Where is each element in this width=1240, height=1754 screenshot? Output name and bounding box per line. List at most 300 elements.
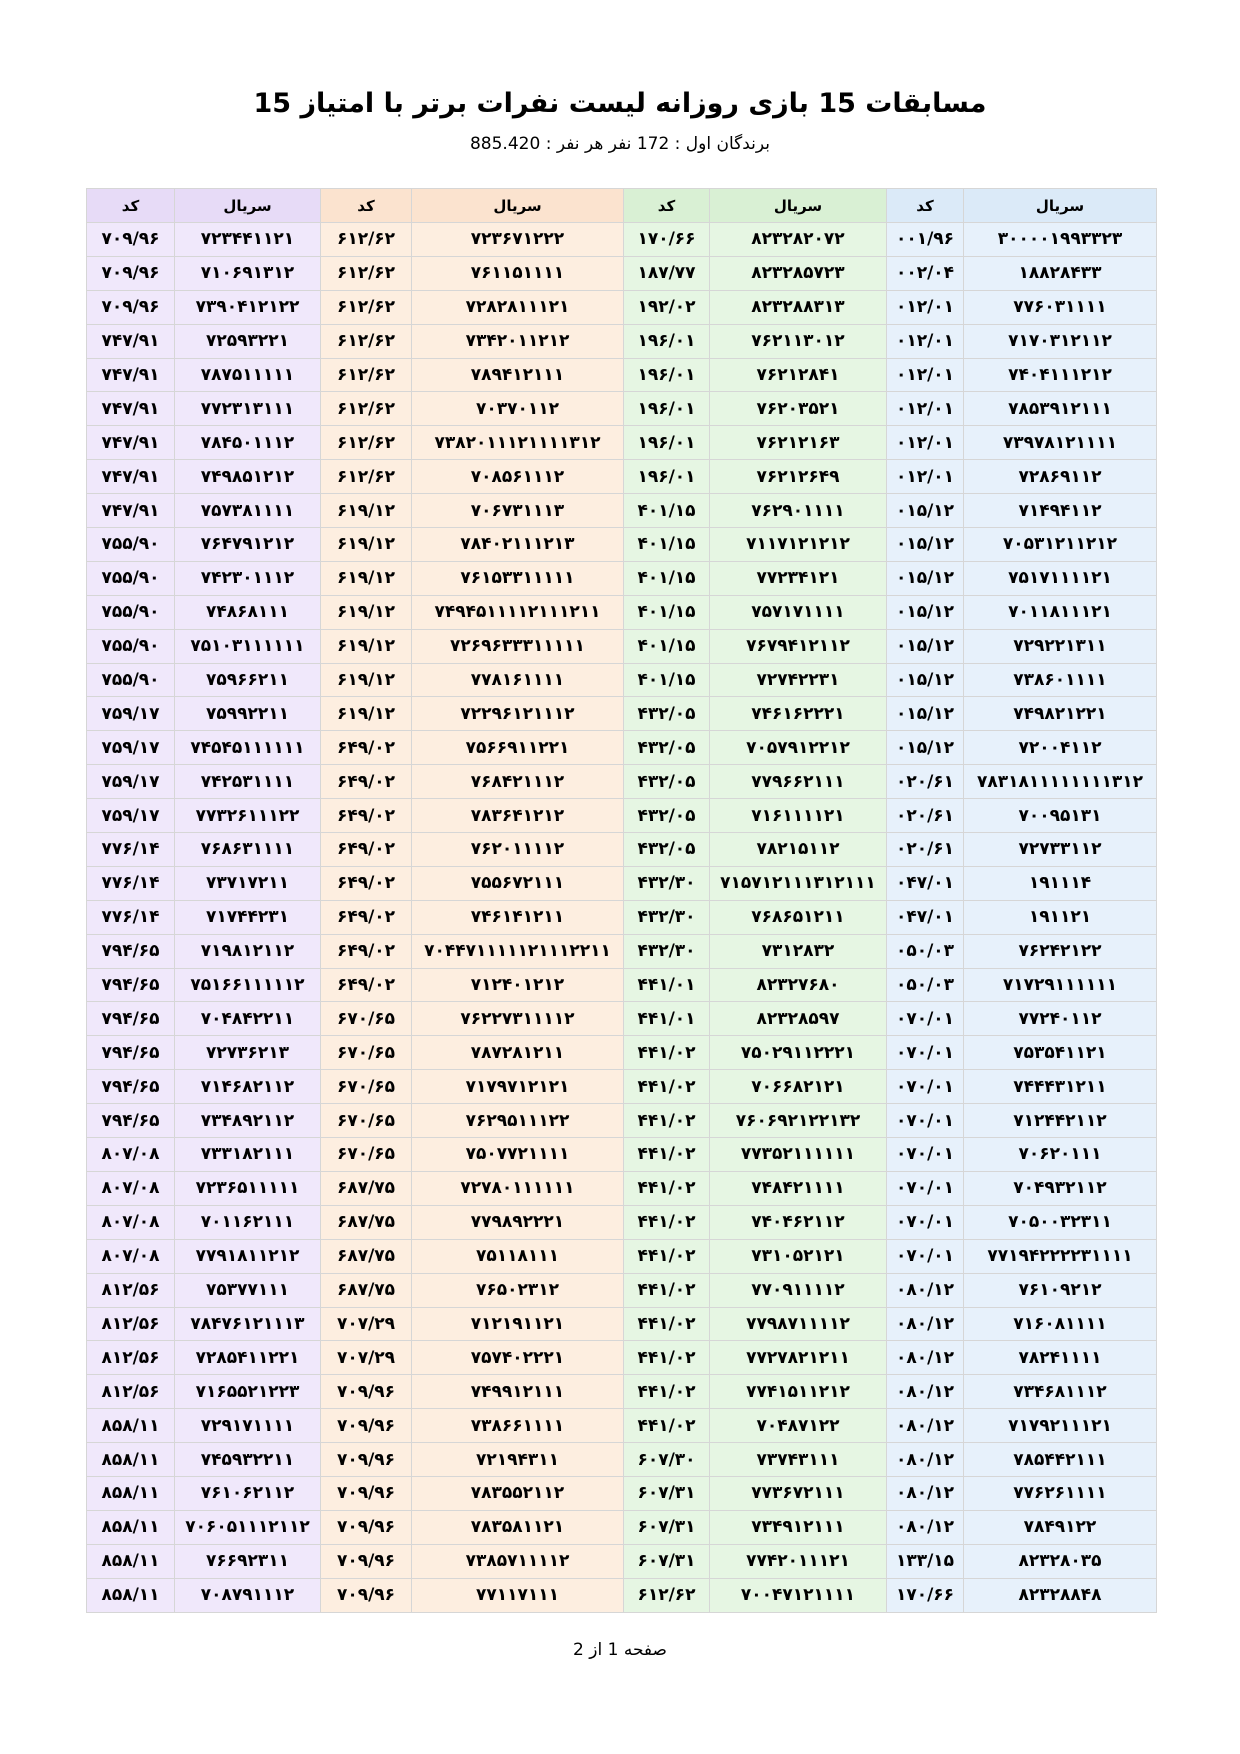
serial-cell: ۷۶۲۰۳۵۲۱	[710, 392, 887, 426]
code-cell: ۶۱۲/۶۲	[321, 392, 412, 426]
table-row	[87, 1104, 1157, 1138]
serial-cell: ۷۸۳۱۸۱۱۱۱۱۱۱۱۳۱۲	[964, 765, 1157, 799]
serial-cell: ۱۹۱۱۱۴	[964, 866, 1157, 900]
table-row	[87, 968, 1157, 1002]
table-row	[87, 731, 1157, 765]
code-cell: ۴۳۲/۳۰	[624, 866, 710, 900]
code-cell: ۰۴۷/۰۱	[887, 866, 964, 900]
serial-cell: ۷۶۰۶۹۲۱۲۲۱۳۲	[710, 1104, 887, 1138]
table-row	[87, 1239, 1157, 1273]
code-cell: ۰۱۲/۰۱	[887, 324, 964, 358]
table-row	[87, 290, 1157, 324]
serial-cell: ۷۲۹۱۷۱۱۱۱	[175, 1409, 321, 1443]
code-cell: ۷۰۹/۹۶	[321, 1443, 412, 1477]
code-cell: ۷۷۶/۱۴	[87, 833, 175, 867]
code-cell: ۷۴۷/۹۱	[87, 358, 175, 392]
page-title: مسابقات 15 بازی روزانه لیست نفرات برتر با امتیاز 15	[253, 88, 987, 119]
code-cell: ۷۹۴/۶۵	[87, 934, 175, 968]
serial-cell: ۷۱۷۹۲۱۱۱۲۱	[964, 1409, 1157, 1443]
serial-cell: ۷۳۴۸۹۲۱۱۲	[175, 1104, 321, 1138]
serial-cell: ۷۸۳۵۸۱۱۲۱	[412, 1510, 624, 1544]
code-cell: ۸۱۲/۵۶	[87, 1375, 175, 1409]
serial-cell: ۷۱۶۵۵۲۱۲۲۳	[175, 1375, 321, 1409]
code-cell: ۰۵۰/۰۳	[887, 968, 964, 1002]
code-cell: ۶۱۹/۱۲	[321, 528, 412, 562]
code-cell: ۸۵۸/۱۱	[87, 1578, 175, 1612]
code-cell: ۱۹۶/۰۱	[624, 324, 710, 358]
serial-cell: ۷۶۲۱۲۸۴۱	[710, 358, 887, 392]
table-row	[87, 392, 1157, 426]
serial-cell: ۷۱۴۶۸۲۱۱۲	[175, 1070, 321, 1104]
serial-cell: ۷۲۳۴۴۱۱۲۱	[175, 223, 321, 257]
code-cell: ۷۰۹/۹۶	[321, 1578, 412, 1612]
serial-cell: ۷۵۳۵۴۱۱۲۱	[964, 1036, 1157, 1070]
serial-cell: ۷۲۶۹۶۳۳۳۱۱۱۱۱	[412, 629, 624, 663]
code-cell: ۶۴۹/۰۲	[321, 731, 412, 765]
code-cell: ۶۷۰/۶۵	[321, 1138, 412, 1172]
serial-cell: ۷۶۲۱۱۳۰۱۲	[710, 324, 887, 358]
code-cell: ۴۳۲/۰۵	[624, 765, 710, 799]
serial-cell: ۷۴۲۳۰۱۱۱۲	[175, 561, 321, 595]
code-cell: ۷۹۴/۶۵	[87, 968, 175, 1002]
code-cell: ۴۴۱/۰۲	[624, 1409, 710, 1443]
serial-cell: ۷۸۲۴۱۱۱۱	[964, 1341, 1157, 1375]
code-cell: ۴۰۱/۱۵	[624, 561, 710, 595]
code-cell: ۶۸۷/۷۵	[321, 1171, 412, 1205]
serial-cell: ۷۳۹۰۴۱۲۱۲۲	[175, 290, 321, 324]
code-cell: ۰۱۵/۱۲	[887, 561, 964, 595]
winners-summary: برندگان اول : 172 نفر هر نفر : 885.420	[469, 134, 771, 154]
code-cell: ۱۹۶/۰۱	[624, 392, 710, 426]
table-header-row	[87, 189, 1157, 223]
serial-cell: ۷۵۱۱۸۱۱۱	[412, 1239, 624, 1273]
table-row	[87, 460, 1157, 494]
serial-cell: ۷۰۶۶۸۲۱۲۱	[710, 1070, 887, 1104]
serial-cell: ۷۸۳۶۴۱۲۱۲	[412, 799, 624, 833]
code-cell: ۴۴۱/۰۲	[624, 1375, 710, 1409]
code-cell: ۰۸۰/۱۲	[887, 1409, 964, 1443]
table-row	[87, 324, 1157, 358]
serial-cell: ۷۱۱۷۱۲۱۲۱۲	[710, 528, 887, 562]
table-row	[87, 765, 1157, 799]
code-cell: ۶۴۹/۰۲	[321, 900, 412, 934]
table-row	[87, 1409, 1157, 1443]
code-cell: ۶۴۹/۰۲	[321, 799, 412, 833]
column-header-serial: سریال	[710, 189, 887, 223]
serial-cell: ۷۸۳۵۵۲۱۱۲	[412, 1476, 624, 1510]
code-cell: ۷۵۹/۱۷	[87, 765, 175, 799]
serial-cell: ۷۵۷۴۰۲۲۲۱	[412, 1341, 624, 1375]
code-cell: ۴۳۲/۰۵	[624, 697, 710, 731]
code-cell: ۷۷۶/۱۴	[87, 866, 175, 900]
serial-cell: ۷۸۴۰۲۱۱۱۲۱۳	[412, 528, 624, 562]
serial-cell: ۷۶۲۱۲۱۶۳	[710, 426, 887, 460]
serial-cell: ۷۲۸۲۸۱۱۱۲۱	[412, 290, 624, 324]
code-cell: ۸۱۲/۵۶	[87, 1307, 175, 1341]
serial-cell: ۷۶۸۴۲۱۱۱۲	[412, 765, 624, 799]
code-cell: ۰۷۰/۰۱	[887, 1239, 964, 1273]
code-cell: ۰۲۰/۶۱	[887, 765, 964, 799]
code-cell: ۰۷۰/۰۱	[887, 1070, 964, 1104]
serial-cell: ۷۳۷۴۳۱۱۱	[710, 1443, 887, 1477]
code-cell: ۴۴۱/۰۲	[624, 1341, 710, 1375]
code-cell: ۱۹۲/۰۲	[624, 290, 710, 324]
table-row	[87, 1307, 1157, 1341]
serial-cell: ۷۴۹۹۱۲۱۱۱	[412, 1375, 624, 1409]
serial-cell: ۷۵۷۱۷۱۱۱۱	[710, 595, 887, 629]
serial-cell: ۷۳۸۶۰۱۱۱۱	[964, 663, 1157, 697]
serial-cell: ۷۳۳۱۸۲۱۱۱	[175, 1138, 321, 1172]
serial-cell: ۷۷۶۲۶۱۱۱۱	[964, 1476, 1157, 1510]
serial-cell: ۷۷۳۶۷۲۱۱۱	[710, 1476, 887, 1510]
serial-cell: ۷۱۹۸۱۲۱۱۲	[175, 934, 321, 968]
code-cell: ۸۵۸/۱۱	[87, 1409, 175, 1443]
serial-cell: ۷۶۵۰۲۳۱۲	[412, 1273, 624, 1307]
serial-cell: ۷۷۱۹۴۲۲۲۲۳۱۱۱۱	[964, 1239, 1157, 1273]
table-row	[87, 900, 1157, 934]
code-cell: ۴۴۱/۰۱	[624, 968, 710, 1002]
serial-cell: ۷۰۵۰۰۳۲۳۱۱	[964, 1205, 1157, 1239]
serial-cell: ۷۴۸۴۲۱۱۱۱	[710, 1171, 887, 1205]
serial-cell: ۷۰۶۰۵۱۱۱۲۱۱۲	[175, 1510, 321, 1544]
serial-cell: ۷۸۴۵۰۱۱۱۲	[175, 426, 321, 460]
column-header-code: کد	[887, 189, 964, 223]
serial-cell: ۷۶۲۹۰۱۱۱۱	[710, 494, 887, 528]
serial-cell: ۷۰۰۴۷۱۲۱۱۱۱	[710, 1578, 887, 1612]
table-row	[87, 1138, 1157, 1172]
code-cell: ۰۲۰/۶۱	[887, 833, 964, 867]
serial-cell: ۷۲۷۳۶۲۱۳	[175, 1036, 321, 1070]
code-cell: ۶۱۲/۶۲	[321, 358, 412, 392]
column-header-serial: سریال	[175, 189, 321, 223]
serial-cell: ۷۱۰۶۹۱۳۱۲	[175, 256, 321, 290]
serial-cell: ۷۶۱۵۳۳۱۱۱۱۱	[412, 561, 624, 595]
serial-cell: ۷۰۳۷۰۱۱۲	[412, 392, 624, 426]
serial-cell: ۷۷۳۵۲۱۱۱۱۱۱	[710, 1138, 887, 1172]
code-cell: ۶۴۹/۰۲	[321, 866, 412, 900]
code-cell: ۴۴۱/۰۲	[624, 1070, 710, 1104]
code-cell: ۶۱۲/۶۲	[321, 426, 412, 460]
serial-cell: ۷۴۰۴۶۲۱۱۲	[710, 1205, 887, 1239]
serial-cell: ۷۶۲۲۷۳۱۱۱۱۲	[412, 1002, 624, 1036]
code-cell: ۷۰۷/۲۹	[321, 1341, 412, 1375]
serial-cell: ۸۲۳۲۸۵۷۲۳	[710, 256, 887, 290]
serial-cell: ۷۵۹۶۶۲۱۱	[175, 663, 321, 697]
code-cell: ۸۱۲/۵۶	[87, 1273, 175, 1307]
code-cell: ۰۷۰/۰۱	[887, 1138, 964, 1172]
serial-cell: ۸۲۳۲۷۶۸۰	[710, 968, 887, 1002]
code-cell: ۸۱۲/۵۶	[87, 1341, 175, 1375]
code-cell: ۸۵۸/۱۱	[87, 1544, 175, 1578]
table-row	[87, 1544, 1157, 1578]
column-header-code: کد	[624, 189, 710, 223]
serial-cell: ۷۵۷۳۸۱۱۱۱	[175, 494, 321, 528]
serial-cell: ۷۸۲۱۵۱۱۲	[710, 833, 887, 867]
table-row	[87, 494, 1157, 528]
serial-cell: ۷۱۶۰۸۱۱۱۱	[964, 1307, 1157, 1341]
code-cell: ۸۰۷/۰۸	[87, 1239, 175, 1273]
serial-cell: ۷۰۶۷۳۱۱۱۳	[412, 494, 624, 528]
serial-cell: ۷۱۷۰۳۱۲۱۱۲	[964, 324, 1157, 358]
serial-cell: ۷۲۰۰۴۱۱۲	[964, 731, 1157, 765]
serial-cell: ۳۰۰۰۰۱۹۹۳۳۲۳	[964, 223, 1157, 257]
serial-cell: ۷۶۱۰۹۲۱۲	[964, 1273, 1157, 1307]
code-cell: ۶۱۲/۶۲	[624, 1578, 710, 1612]
code-cell: ۶۷۰/۶۵	[321, 1104, 412, 1138]
code-cell: ۴۰۱/۱۵	[624, 528, 710, 562]
code-cell: ۰۷۰/۰۱	[887, 1205, 964, 1239]
table-row	[87, 629, 1157, 663]
code-cell: ۴۰۱/۱۵	[624, 595, 710, 629]
code-cell: ۰۸۰/۱۲	[887, 1510, 964, 1544]
serial-cell: ۸۲۳۲۸۰۳۵	[964, 1544, 1157, 1578]
table-row	[87, 663, 1157, 697]
serial-cell: ۷۸۷۵۱۱۱۱۱	[175, 358, 321, 392]
code-cell: ۷۰۹/۹۶	[321, 1544, 412, 1578]
serial-cell: ۷۵۵۶۷۲۱۱۱	[412, 866, 624, 900]
serial-cell: ۸۲۳۲۸۲۰۷۲	[710, 223, 887, 257]
code-cell: ۷۵۹/۱۷	[87, 697, 175, 731]
serial-cell: ۸۲۳۲۸۸۴۸	[964, 1578, 1157, 1612]
code-cell: ۴۳۲/۰۵	[624, 833, 710, 867]
serial-cell: ۷۸۵۳۹۱۲۱۱۱	[964, 392, 1157, 426]
serial-cell: ۷۲۹۲۲۱۳۱۱	[964, 629, 1157, 663]
table-row	[87, 697, 1157, 731]
serial-cell: ۷۴۹۴۵۱۱۱۱۲۱۱۱۲۱۱	[412, 595, 624, 629]
serial-cell: ۷۰۴۸۷۱۲۲	[710, 1409, 887, 1443]
serial-cell: ۷۷۲۳۱۳۱۱۱	[175, 392, 321, 426]
code-cell: ۷۵۵/۹۰	[87, 663, 175, 697]
table-row	[87, 799, 1157, 833]
serial-cell: ۷۲۸۵۴۱۱۲۲۱	[175, 1341, 321, 1375]
serial-cell: ۷۴۵۴۵۱۱۱۱۱۱	[175, 731, 321, 765]
code-cell: ۰۷۰/۰۱	[887, 1104, 964, 1138]
code-cell: ۴۴۱/۰۲	[624, 1171, 710, 1205]
code-cell: ۷۵۵/۹۰	[87, 528, 175, 562]
serial-cell: ۷۰۵۷۹۱۲۲۱۲	[710, 731, 887, 765]
serial-cell: ۷۳۴۲۰۱۱۲۱۲	[412, 324, 624, 358]
serial-cell: ۷۴۸۶۸۱۱۱	[175, 595, 321, 629]
code-cell: ۰۲۰/۶۱	[887, 799, 964, 833]
serial-cell: ۷۳۸۲۰۱۱۱۲۱۱۱۱۳۱۲	[412, 426, 624, 460]
table-row	[87, 426, 1157, 460]
code-cell: ۴۰۱/۱۵	[624, 663, 710, 697]
code-cell: ۰۱۵/۱۲	[887, 663, 964, 697]
serial-cell: ۷۰۴۴۷۱۱۱۱۱۲۱۱۱۲۲۱۱	[412, 934, 624, 968]
serial-cell: ۷۱۶۱۱۱۱۲۱	[710, 799, 887, 833]
code-cell: ۶۷۰/۶۵	[321, 1070, 412, 1104]
serial-cell: ۷۲۳۶۵۱۱۱۱۱	[175, 1171, 321, 1205]
serial-cell: ۷۰۶۲۰۱۱۱	[964, 1138, 1157, 1172]
serial-cell: ۷۰۴۹۳۲۱۱۲	[964, 1171, 1157, 1205]
winners-table	[86, 188, 1157, 1613]
code-cell: ۰۰۱/۹۶	[887, 223, 964, 257]
serial-cell: ۷۰۰۹۵۱۳۱	[964, 799, 1157, 833]
table-row	[87, 561, 1157, 595]
code-cell: ۶۸۷/۷۵	[321, 1239, 412, 1273]
serial-cell: ۷۴۹۸۵۱۲۱۲	[175, 460, 321, 494]
serial-cell: ۷۶۲۱۲۶۴۹	[710, 460, 887, 494]
serial-cell: ۷۳۹۷۸۱۲۱۱۱۱	[964, 426, 1157, 460]
code-cell: ۸۰۷/۰۸	[87, 1205, 175, 1239]
serial-cell: ۷۵۶۶۹۱۱۲۲۱	[412, 731, 624, 765]
code-cell: ۰۷۰/۰۱	[887, 1036, 964, 1070]
serial-cell: ۷۷۰۹۱۱۱۱۲	[710, 1273, 887, 1307]
code-cell: ۷۵۵/۹۰	[87, 629, 175, 663]
code-cell: ۴۴۱/۰۲	[624, 1239, 710, 1273]
code-cell: ۰۱۵/۱۲	[887, 494, 964, 528]
code-cell: ۷۰۹/۹۶	[87, 223, 175, 257]
code-cell: ۶۸۷/۷۵	[321, 1205, 412, 1239]
serial-cell: ۷۱۵۷۱۲۱۱۱۳۱۲۱۱۱	[710, 866, 887, 900]
serial-cell: ۷۲۵۹۳۲۲۱	[175, 324, 321, 358]
serial-cell: ۷۳۸۵۷۱۱۱۱۲	[412, 1544, 624, 1578]
page-number: صفحه 1 از 2	[573, 1640, 667, 1660]
code-cell: ۰۴۷/۰۱	[887, 900, 964, 934]
code-cell: ۰۱۲/۰۱	[887, 358, 964, 392]
serial-cell: ۷۸۴۷۶۱۲۱۱۱۳	[175, 1307, 321, 1341]
code-cell: ۶۱۹/۱۲	[321, 663, 412, 697]
code-cell: ۶۱۲/۶۲	[321, 290, 412, 324]
code-cell: ۸۵۸/۱۱	[87, 1510, 175, 1544]
serial-cell: ۷۱۷۲۹۱۱۱۱۱۱	[964, 968, 1157, 1002]
code-cell: ۷۴۷/۹۱	[87, 494, 175, 528]
serial-cell: ۷۵۹۹۲۲۱۱	[175, 697, 321, 731]
code-cell: ۰۵۰/۰۳	[887, 934, 964, 968]
code-cell: ۱۸۷/۷۷	[624, 256, 710, 290]
serial-cell: ۷۰۸۵۶۱۱۱۲	[412, 460, 624, 494]
code-cell: ۰۸۰/۱۲	[887, 1307, 964, 1341]
code-cell: ۷۴۷/۹۱	[87, 426, 175, 460]
serial-cell: ۷۱۷۴۴۲۳۱	[175, 900, 321, 934]
code-cell: ۷۵۹/۱۷	[87, 799, 175, 833]
serial-cell: ۷۰۱۱۸۱۱۱۲۱	[964, 595, 1157, 629]
code-cell: ۰۸۰/۱۲	[887, 1476, 964, 1510]
table-row	[87, 1205, 1157, 1239]
code-cell: ۰۱۲/۰۱	[887, 460, 964, 494]
code-cell: ۴۰۱/۱۵	[624, 494, 710, 528]
code-cell: ۶۱۲/۶۲	[321, 223, 412, 257]
code-cell: ۰۱۵/۱۲	[887, 595, 964, 629]
table-row	[87, 1036, 1157, 1070]
code-cell: ۶۱۲/۶۲	[321, 324, 412, 358]
serial-cell: ۷۵۱۶۶۱۱۱۱۱۲	[175, 968, 321, 1002]
code-cell: ۶۴۹/۰۲	[321, 968, 412, 1002]
table-row	[87, 528, 1157, 562]
code-cell: ۷۰۹/۹۶	[321, 1409, 412, 1443]
serial-cell: ۷۳۱۰۵۲۱۲۱	[710, 1239, 887, 1273]
serial-cell: ۷۶۴۷۹۱۲۱۲	[175, 528, 321, 562]
code-cell: ۶۱۹/۱۲	[321, 595, 412, 629]
code-cell: ۰۸۰/۱۲	[887, 1341, 964, 1375]
serial-cell: ۷۷۹۶۶۲۱۱۱	[710, 765, 887, 799]
code-cell: ۱۷۰/۶۶	[887, 1578, 964, 1612]
serial-cell: ۷۶۸۶۵۱۲۱۱	[710, 900, 887, 934]
code-cell: ۰۰۲/۰۴	[887, 256, 964, 290]
code-cell: ۰۱۲/۰۱	[887, 290, 964, 324]
serial-cell: ۷۲۷۳۳۱۱۲	[964, 833, 1157, 867]
table-row	[87, 1443, 1157, 1477]
table-row	[87, 1476, 1157, 1510]
serial-cell: ۷۱۲۴۴۲۱۱۲	[964, 1104, 1157, 1138]
code-cell: ۶۱۹/۱۲	[321, 494, 412, 528]
serial-cell: ۸۲۳۲۸۸۳۱۳	[710, 290, 887, 324]
code-cell: ۷۰۹/۹۶	[321, 1375, 412, 1409]
serial-cell: ۷۴۴۴۳۱۲۱۱	[964, 1070, 1157, 1104]
code-cell: ۷۰۹/۹۶	[87, 290, 175, 324]
table-row	[87, 256, 1157, 290]
serial-cell: ۷۱۷۹۷۱۲۱۲۱	[412, 1070, 624, 1104]
table-row	[87, 866, 1157, 900]
serial-cell: ۷۳۱۲۸۳۲	[710, 934, 887, 968]
code-cell: ۷۹۴/۶۵	[87, 1104, 175, 1138]
code-cell: ۷۵۵/۹۰	[87, 561, 175, 595]
code-cell: ۷۵۹/۱۷	[87, 731, 175, 765]
serial-cell: ۷۱۴۹۴۱۱۲	[964, 494, 1157, 528]
serial-cell: ۷۴۶۱۶۲۲۲۱	[710, 697, 887, 731]
code-cell: ۸۰۷/۰۸	[87, 1138, 175, 1172]
serial-cell: ۷۶۶۹۲۳۱۱	[175, 1544, 321, 1578]
serial-cell: ۷۲۳۶۷۱۲۲۲	[412, 223, 624, 257]
code-cell: ۰۱۲/۰۱	[887, 426, 964, 460]
code-cell: ۴۴۱/۰۲	[624, 1036, 710, 1070]
serial-cell: ۷۸۷۲۸۱۲۱۱	[412, 1036, 624, 1070]
serial-cell: ۷۲۲۹۶۱۲۱۱۱۲	[412, 697, 624, 731]
code-cell: ۰۱۵/۱۲	[887, 697, 964, 731]
code-cell: ۶۷۰/۶۵	[321, 1036, 412, 1070]
serial-cell: ۷۷۸۱۶۱۱۱۱	[412, 663, 624, 697]
serial-cell: ۷۴۰۴۱۱۱۲۱۲	[964, 358, 1157, 392]
serial-cell: ۷۷۲۷۸۲۱۲۱۱	[710, 1341, 887, 1375]
serial-cell: ۷۷۹۸۷۱۱۱۱۲	[710, 1307, 887, 1341]
code-cell: ۷۴۷/۹۱	[87, 392, 175, 426]
code-cell: ۶۴۹/۰۲	[321, 765, 412, 799]
code-cell: ۸۵۸/۱۱	[87, 1476, 175, 1510]
serial-cell: ۷۴۶۱۴۱۲۱۱	[412, 900, 624, 934]
code-cell: ۷۹۴/۶۵	[87, 1070, 175, 1104]
code-cell: ۴۴۱/۰۲	[624, 1273, 710, 1307]
code-cell: ۴۳۲/۰۵	[624, 731, 710, 765]
code-cell: ۴۴۱/۰۲	[624, 1104, 710, 1138]
code-cell: ۰۸۰/۱۲	[887, 1443, 964, 1477]
code-cell: ۴۳۲/۳۰	[624, 934, 710, 968]
serial-cell: ۷۲۸۶۹۱۱۲	[964, 460, 1157, 494]
serial-cell: ۷۷۴۱۵۱۱۲۱۲	[710, 1375, 887, 1409]
table-row	[87, 358, 1157, 392]
serial-cell: ۷۷۲۴۰۱۱۲	[964, 1002, 1157, 1036]
code-cell: ۸۰۷/۰۸	[87, 1171, 175, 1205]
code-cell: ۷۰۹/۹۶	[321, 1510, 412, 1544]
code-cell: ۴۴۱/۰۲	[624, 1205, 710, 1239]
code-cell: ۸۵۸/۱۱	[87, 1443, 175, 1477]
column-header-code: کد	[321, 189, 412, 223]
serial-cell: ۷۰۵۳۱۲۱۱۲۱۲	[964, 528, 1157, 562]
code-cell: ۷۷۶/۱۴	[87, 900, 175, 934]
serial-cell: ۷۵۱۷۱۱۱۱۲۱	[964, 561, 1157, 595]
code-cell: ۷۴۷/۹۱	[87, 324, 175, 358]
table-row	[87, 1341, 1157, 1375]
serial-cell: ۷۷۴۲۰۱۱۱۲۱	[710, 1544, 887, 1578]
code-cell: ۷۴۷/۹۱	[87, 460, 175, 494]
table-body	[87, 223, 1157, 1613]
code-cell: ۶۰۷/۳۱	[624, 1510, 710, 1544]
code-cell: ۶۰۷/۳۱	[624, 1476, 710, 1510]
code-cell: ۱۹۶/۰۱	[624, 358, 710, 392]
code-cell: ۶۴۹/۰۲	[321, 934, 412, 968]
serial-cell: ۷۷۹۱۸۱۱۲۱۲	[175, 1239, 321, 1273]
code-cell: ۶۱۲/۶۲	[321, 460, 412, 494]
code-cell: ۷۵۵/۹۰	[87, 595, 175, 629]
